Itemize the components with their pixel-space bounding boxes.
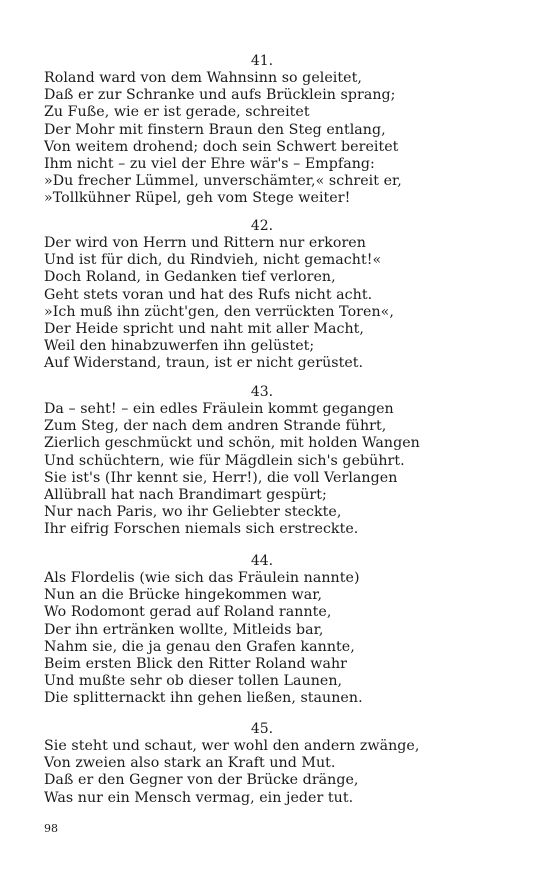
verse-line: Wo Rodomont gerad auf Roland rannte,: [44, 604, 332, 621]
verse-line: Nahm sie, die ja genau den Grafen kannte,: [44, 638, 355, 655]
verse-line: Was nur ein Mensch vermag, ein jeder tut.: [44, 789, 354, 806]
verse-line: Ihm nicht – zu viel der Ehre wär's – Empfang:: [44, 155, 375, 172]
verse-line: Geht stets voran und hat des Rufs nicht acht.: [44, 286, 373, 303]
stanza-number: 42.: [250, 218, 274, 234]
verse-line: Weil den hinabzuwerfen ihn gelüstet;: [44, 338, 315, 355]
verse-line: »Du frecher Lümmel, unverschämter,« schreit er,: [44, 173, 402, 190]
verse-line: Daß er den Gegner von der Brücke dränge,: [44, 772, 359, 789]
verse-line: Die splitternackt ihn gehen ließen, staunen.: [44, 690, 363, 707]
verse-line: Als Flordelis (wie sich das Fräulein nannte): [44, 570, 360, 586]
verse-line: Allübrall hat nach Brandimart gespürt;: [44, 486, 327, 503]
stanza-45: [44, 721, 514, 807]
verse-line: Ihr eifrig Forschen niemals sich erstreckte.: [44, 521, 359, 538]
verse-line: Roland ward von dem Wahnsinn so geleitet,: [44, 70, 362, 86]
stanza-42: [44, 218, 514, 373]
verse-line: Der Mohr mit finstern Braun den Steg entlang,: [44, 121, 386, 138]
verse-line: Auf Widerstand, traun, ist er nicht gerüstet.: [44, 355, 364, 372]
verse-line: Beim ersten Blick den Ritter Roland wahr: [44, 655, 347, 672]
stanza-41: [44, 53, 514, 208]
verse-line: »Ich muß ihn zücht'gen, den verrückten Toren«,: [44, 303, 394, 320]
verse-line: Der Heide spricht und naht mit aller Macht,: [44, 320, 364, 337]
verse-line: Nun an die Brücke hingekommen war,: [44, 587, 323, 604]
verse-line: Da – seht! – ein edles Fräulein kommt gegangen: [44, 401, 394, 417]
verse-line: Zierlich geschmückt und schön, mit holden Wangen: [44, 435, 420, 452]
page-number: 98: [44, 822, 58, 835]
stanza-44: [44, 553, 514, 708]
stanza-43: [44, 384, 514, 539]
verse-line: Und mußte sehr ob dieser tollen Launen,: [44, 673, 343, 690]
verse-line: Zum Steg, der nach dem andren Strande führt,: [44, 418, 387, 435]
verse-line: Von zweien also stark an Kraft und Mut.: [44, 755, 336, 772]
verse-line: Der ihn ertränken wollte, Mitleids bar,: [44, 621, 324, 638]
verse-line: Und schüchtern, wie für Mägdlein sich's gebührt.: [44, 452, 405, 469]
verse-line: Und ist für dich, du Rindvieh, nicht gemacht!«: [44, 252, 382, 269]
verse-line: Sie steht und schaut, wer wohl den andern zwänge,: [44, 738, 420, 754]
verse-line: Doch Roland, in Gedanken tief verloren,: [44, 269, 336, 286]
stanza-number: 43.: [250, 384, 274, 400]
verse-line: Der wird von Herrn und Rittern nur erkoren: [44, 235, 366, 251]
verse-line: Von weitem drohend; doch sein Schwert bereitet: [44, 138, 399, 155]
stanza-number: 45.: [250, 721, 274, 737]
verse-line: »Tollkühner Rüpel, geh vom Stege weiter!: [44, 190, 351, 207]
stanza-number: 44.: [250, 553, 274, 569]
verse-line: Nur nach Paris, wo ihr Geliebter steckte,: [44, 504, 342, 521]
verse-line: Daß er zur Schranke und aufs Brücklein sprang;: [44, 87, 396, 104]
stanza-number: 41.: [250, 53, 274, 69]
verse-line: Zu Fuße, wie er ist gerade, schreitet: [44, 104, 310, 121]
verse-line: Sie ist's (Ihr kennt sie, Herr!), die voll Verlangen: [44, 469, 398, 486]
